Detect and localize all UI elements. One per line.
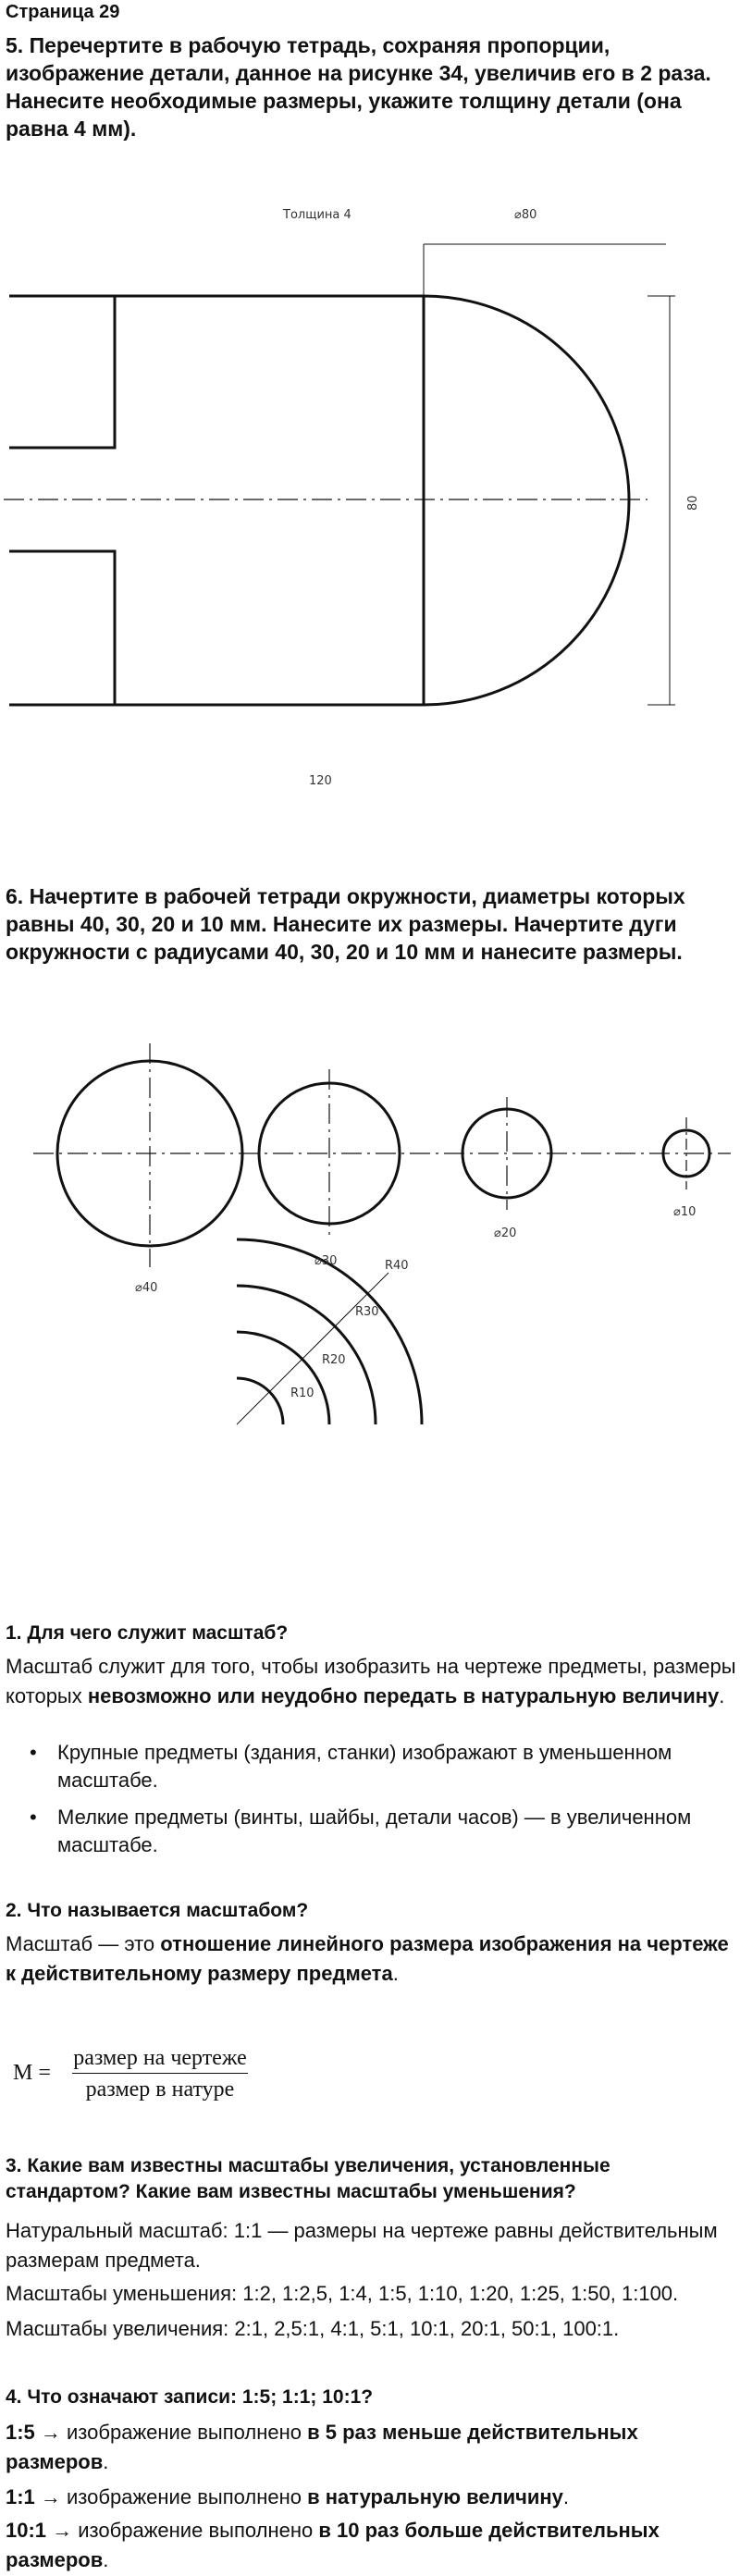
page-title: Страница 29 [6,2,120,22]
thickness-label: Толщина 4 [283,208,352,222]
formula-numerator: размер на чертеже [73,2046,247,2070]
q4-line-1-1: 1:1 → изображение выполнено в натуральную величину. [6,2485,570,2508]
q3-natural-scale: Натуральный масштаб: 1:1 — размеры на чертеже равны действительным размерам предмета. [6,2219,718,2272]
slot-outline-top [9,296,115,448]
q4-heading: 4. Что означают записи: 1:5; 1:1; 10:1? [6,2386,374,2408]
q3-heading: 3. Какие вам известны масштабы увеличения, установленные стандартом? Какие вам известны масштабы уменьшения? [6,2155,610,2202]
list-item: • Крупные предметы (здания, станки) изображают в уменьшенном масштабе. [22,1739,734,1794]
q1-heading: 1. Для чего служит масштаб? [6,1622,289,1644]
q4-line-10-1: 10:1 → изображение выполнено в 10 раз больше действительных размеров. [6,2519,660,2571]
task-6-text: 6. Начертите в рабочей тетради окружности, диаметры которых равны 40, 30, 20 и 10 мм. Нанесите их размеры. Начертите дуги окружности с радиусами 40, 30, 20 и 10 мм и нанесите размеры. [6,884,685,964]
task-5-text: 5. Перечертите в рабочую тетрадь, сохраняя пропорции, изображение детали, данное на рисунке 34, увеличив его в 2 раза. Нанесите необходимые размеры, укажите толщину детали (она равна 4 мм). [6,33,711,141]
circle-30-label: ⌀30 [314,1254,338,1268]
scale-formula [9,2046,305,2101]
q2-emphasis: отношение линейного размера изображения на чертеже к действительному размеру предмета [6,1932,729,1985]
slot-outline-bottom [9,551,115,705]
circle-20-label: ⌀20 [494,1226,517,1240]
diameter-label: ⌀80 [514,208,537,222]
arc-r40-label: R40 [385,1259,409,1273]
height-label: 80 [686,495,700,511]
q4-line-1-5: 1:5 → изображение выполнено в 5 раз меньше действительных размеров. [6,2421,638,2473]
q2-paragraph: Масштаб — это отношение линейного размера изображения на чертеже к действительному размеру предмета. [6,1932,729,1985]
arc-r30-label: R30 [355,1305,379,1319]
arc-r20-label: R20 [322,1353,346,1367]
length-label: 120 [309,774,332,788]
task-6-drawing [0,1027,740,1452]
list-item: • Мелкие предметы (винты, шайбы, детали часов) — в увеличенном масштабе. [22,1804,734,1859]
formula-denominator: размер в натуре [85,2077,235,2101]
q1-bullet-list [22,1739,734,1868]
q3-reduction-scales: Масштабы уменьшения: 1:2, 1:2,5, 1:4, 1:5, 1:10, 1:20, 1:25, 1:50, 1:100. [6,2282,679,2305]
q1-emphasis: невозможно или неудобно передать в натуральную величину [87,1684,720,1707]
radius-leader-line [237,1273,388,1424]
semicircle-outline [424,296,629,705]
formula-lhs: M = [13,2061,51,2085]
q3-enlargement-scales: Масштабы увеличения: 2:1, 2,5:1, 4:1, 5:1, 10:1, 20:1, 50:1, 100:1. [6,2317,620,2340]
circle-10-label: ⌀10 [673,1205,697,1219]
arc-r10-label: R10 [290,1387,314,1400]
circle-40-label: ⌀40 [135,1281,158,1295]
q2-heading: 2. Что называется масштабом? [6,1900,309,1921]
q1-paragraph: Масштаб служит для того, чтобы изобразить на чертеже предметы, размеры которых невозможно или неудобно передать в натуральную величину. [6,1655,736,1707]
task-5-drawing [0,185,740,795]
fraction-bar [72,2073,248,2074]
